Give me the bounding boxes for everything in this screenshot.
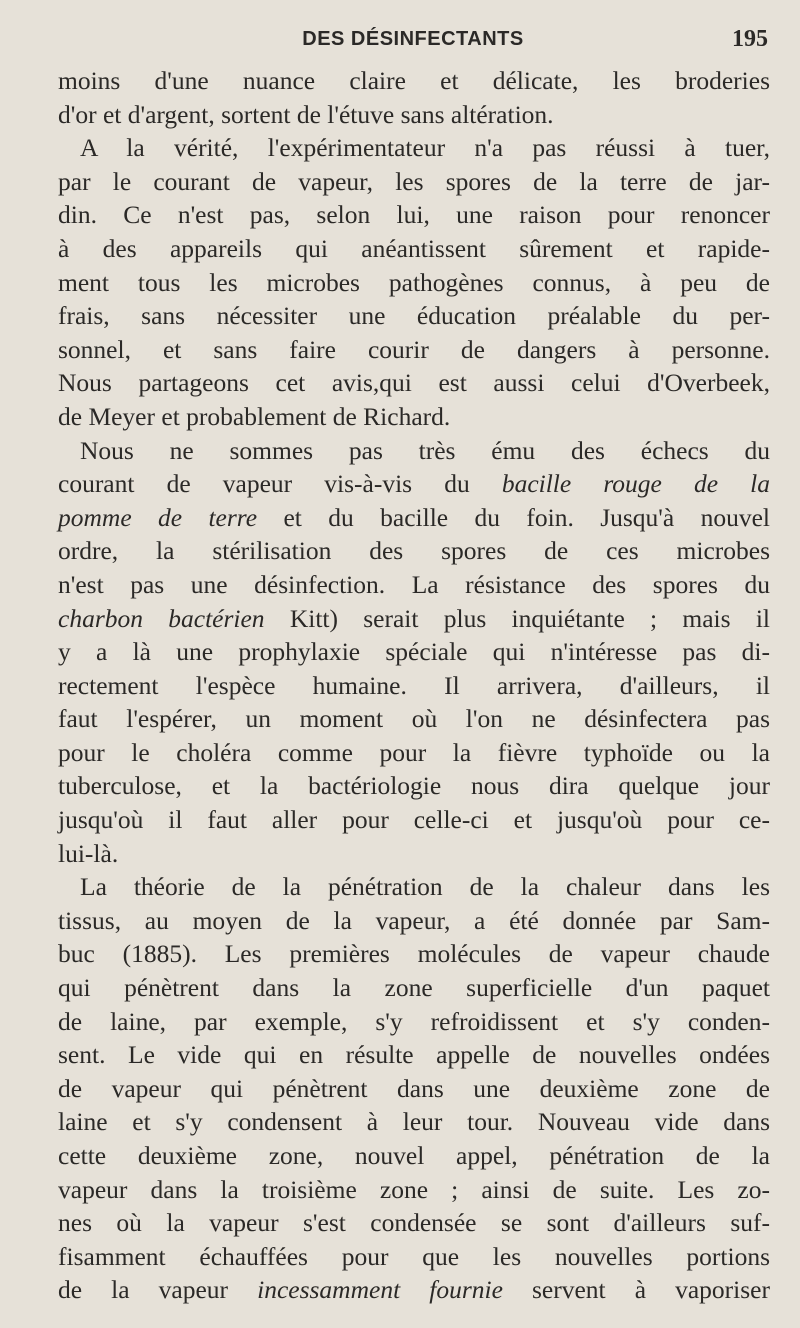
text-line: par le courant de vapeur, les spores de la terre de jar- [58,166,770,196]
text-line: de vapeur qui pénètrent dans une deuxième zone de [58,1073,770,1103]
text-line: y a là une prophylaxie spéciale qui n'intéresse pas di- [58,637,770,667]
text-segment: Nous ne sommes pas très ému des échecs du [80,435,770,465]
text-line: fisamment échauffées pour que les nouvelles portions [58,1241,770,1271]
text-segment: de la vapeur [58,1275,258,1305]
italic-text: charbon bactérien [58,603,265,633]
page-number: 195 [732,26,768,52]
text-line: sent. Le vide qui en résulte appelle de nouvelles ondées [58,1040,770,1070]
running-head [58,24,768,60]
text-line: nes où la vapeur s'est condensée se sont d'ailleurs suf- [58,1208,770,1238]
text-line: n'est pas une désinfection. La résistance des spores du [58,569,770,599]
italic-text: pomme de terre [58,502,258,532]
text-line: Nous partageons cet avis,qui est aussi celui d'Overbeek, [58,368,770,398]
text-line: de laine, par exemple, s'y refroidissent et s'y conden- [58,1006,770,1036]
text-line: pour le choléra comme pour la fièvre typhoïde ou la [58,737,770,767]
text-line [58,434,770,468]
text-line: laine et s'y condensent à leur tour. Nouveau vide dans [58,1107,770,1137]
text-line: faut l'espérer, un moment où l'on ne désinfectera pas [58,704,770,734]
body-text [58,64,770,1307]
text-line: vapeur dans la troisième zone ; ainsi de suite. Les zo- [58,1174,770,1204]
text-line: jusqu'où il faut aller pour celle-ci et jusqu'où pour ce- [58,805,770,835]
text-line: din. Ce n'est pas, selon lui, une raison pour renoncer [58,200,770,230]
text-line [58,467,770,501]
text-line: tissus, au moyen de la vapeur, a été donnée par Sam- [58,905,770,935]
text-line: buc (1885). Les premières molécules de vapeur chaude [58,939,770,969]
text-line: sonnel, et sans faire courir de dangers à personne. [58,334,770,364]
text-line: A la vérité, l'expérimentateur n'a pas réussi à tuer, [80,133,770,163]
text-segment: servent à vaporiser [502,1275,770,1305]
text-line: frais, sans nécessiter une éducation préalable du per- [58,301,770,331]
text-segment: et du bacille du foin. Jusqu'à nouvel [257,502,770,532]
text-line [58,1273,770,1307]
text-line: La théorie de la pénétration de la chaleur dans les [80,872,770,902]
text-segment: Kitt) serait plus inquiétante ; mais il [264,603,770,633]
text-line: lui-là. [58,838,119,868]
italic-text: bacille rouge de la [501,469,770,499]
text-line: de Meyer et probablement de Richard. [58,401,451,431]
text-line [58,501,770,535]
italic-text: incessamment fournie [257,1275,503,1305]
text-line: moins d'une nuance claire et délicate, les broderies [58,66,770,95]
text-line: d'or et d'argent, sortent de l'étuve sans altération. [58,99,554,129]
text-segment: courant de vapeur vis-à-vis du [58,469,502,499]
text-line: ordre, la stérilisation des spores de ces microbes [58,536,770,566]
text-line [58,602,770,636]
text-line: tuberculose, et la bactériologie nous dira quelque jour [58,771,770,801]
text-line: ment tous les microbes pathogènes connus, à peu de [58,267,770,297]
running-title: DES DÉSINFECTANTS [302,28,524,50]
text-line: à des appareils qui anéantissent sûrement et rapide- [58,233,770,263]
text-line: qui pénètrent dans la zone superficielle d'un paquet [58,973,770,1003]
text-line: cette deuxième zone, nouvel appel, pénétration de la [58,1141,770,1170]
text-line: rectement l'espèce humaine. Il arrivera, d'ailleurs, il [58,670,770,700]
